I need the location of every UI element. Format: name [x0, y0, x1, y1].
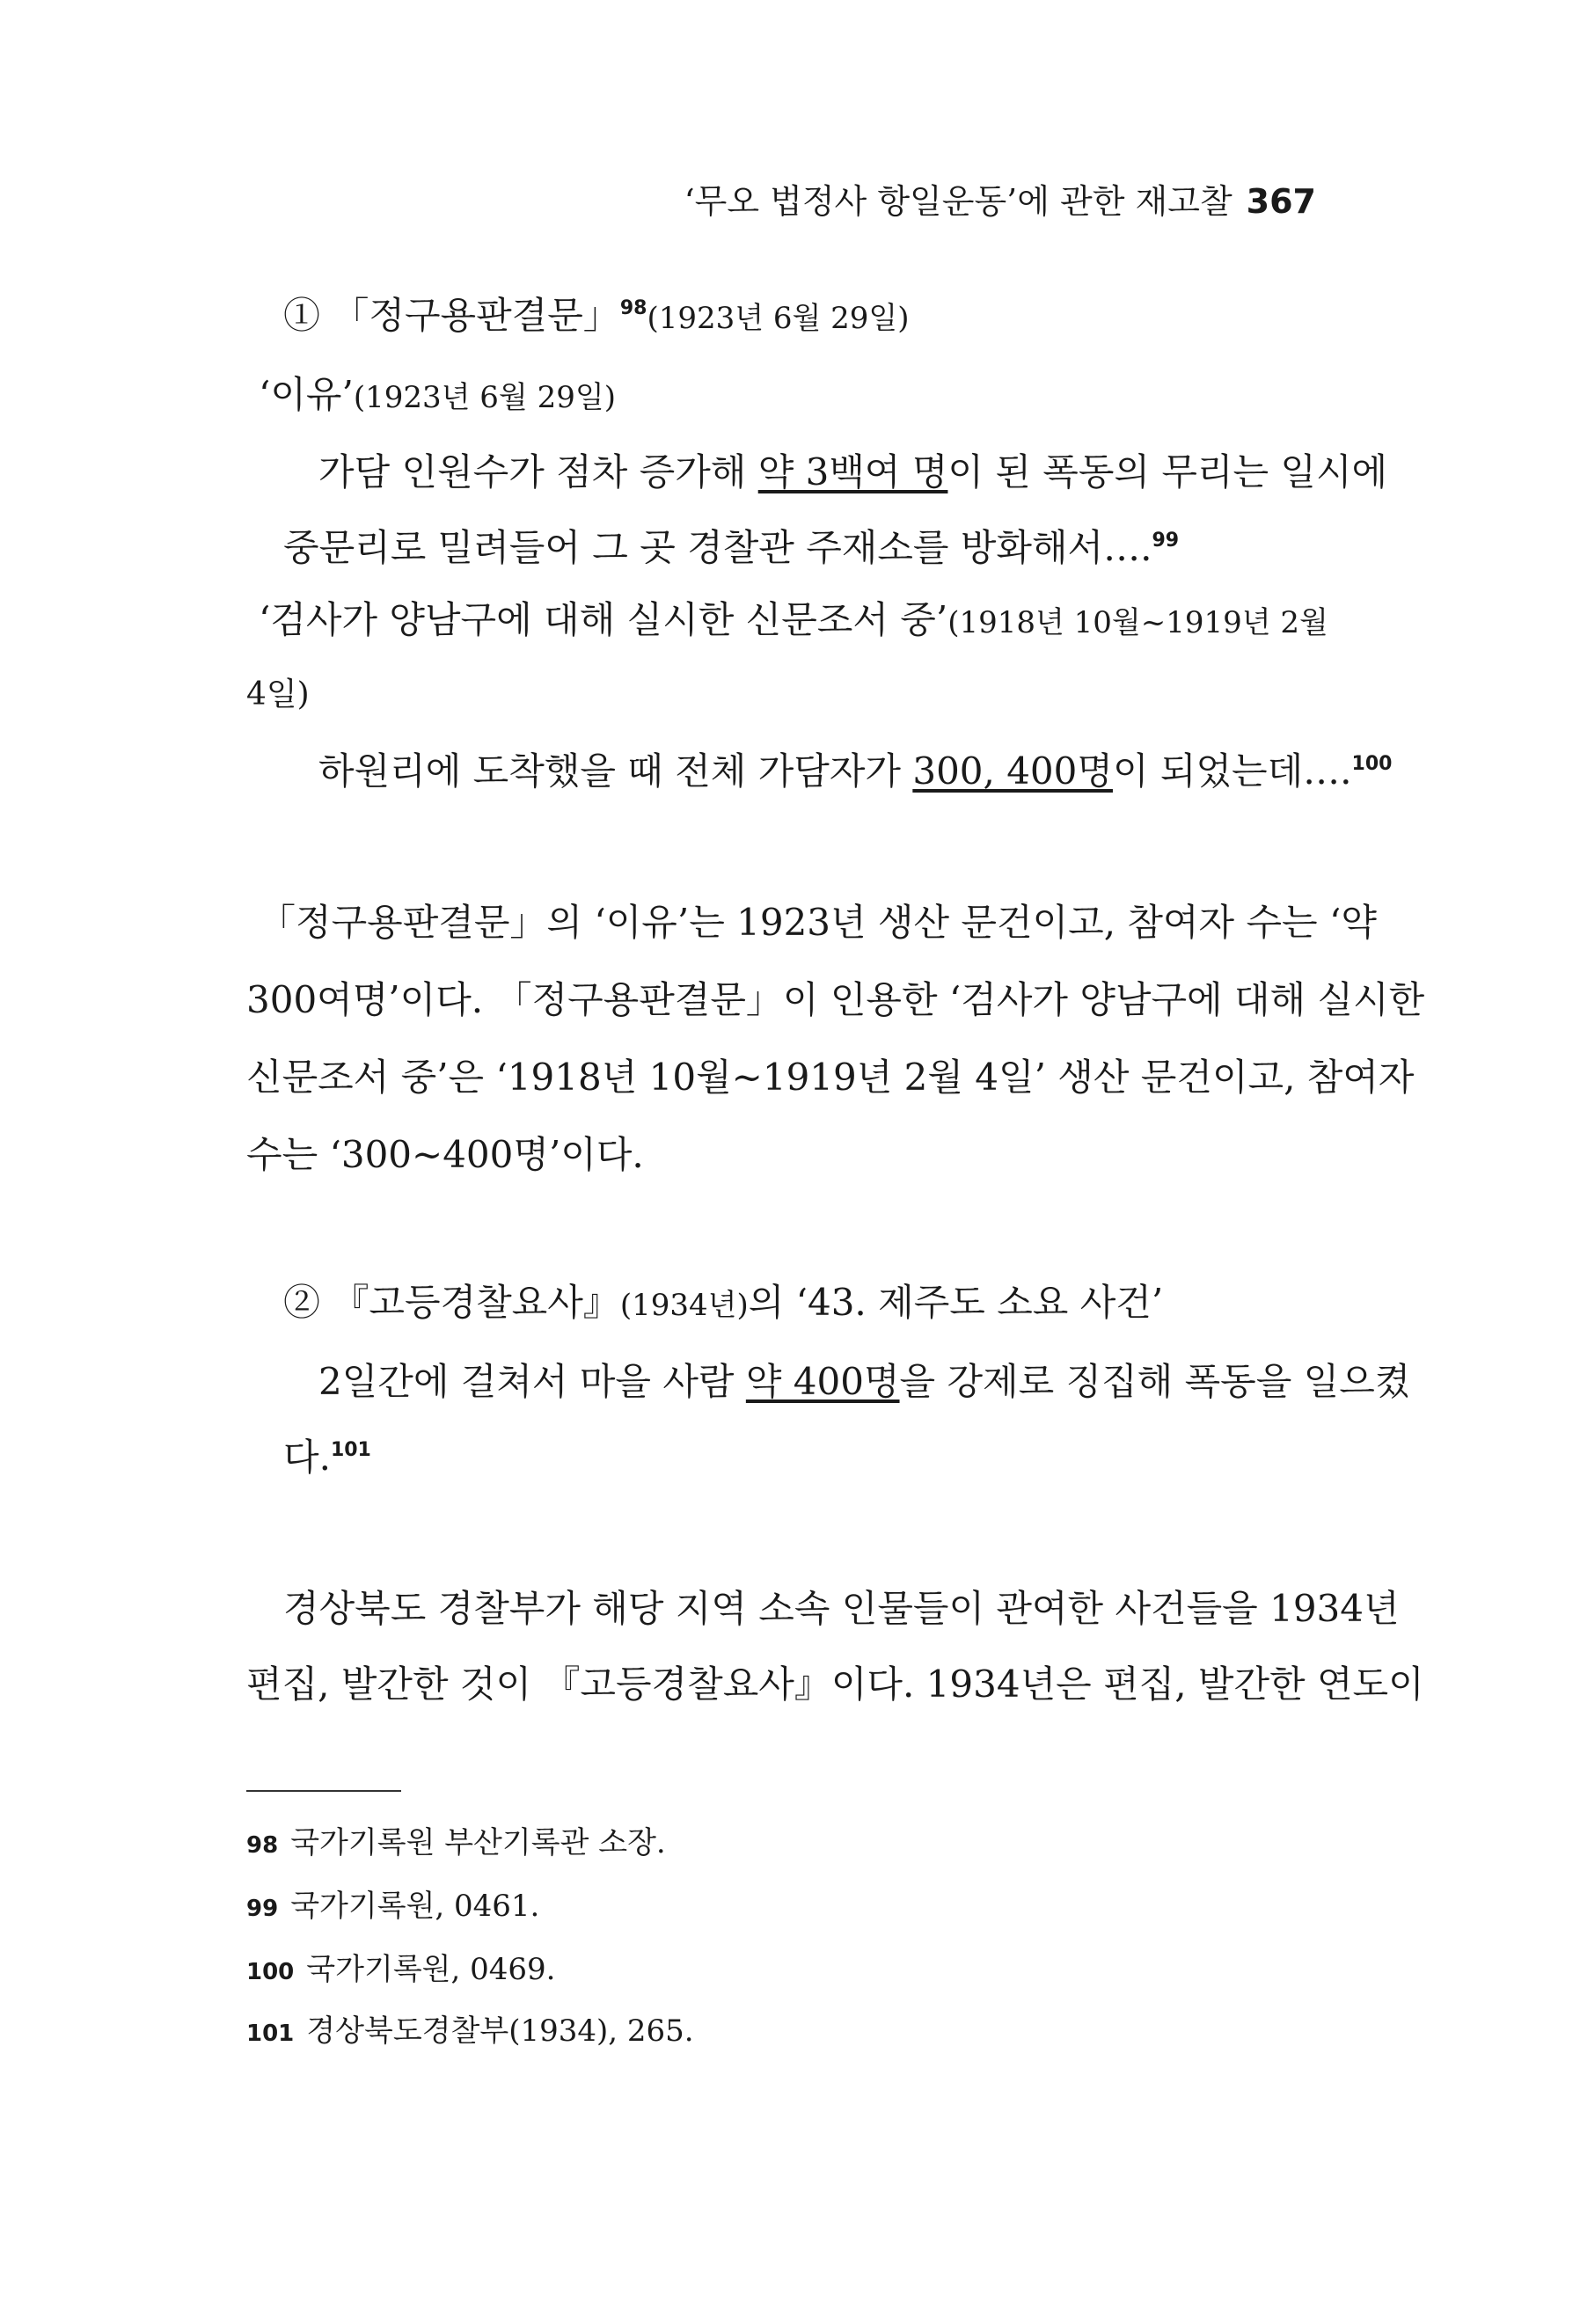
quote-text: 중문리로 밀려들어 그 곳 경찰관 주재소를 방화해서….	[283, 526, 1152, 569]
item-mark: ①	[283, 294, 321, 337]
quote-text: 하원리에 도착했을 때 전체 가담자가	[318, 749, 913, 793]
underlined-count: 약 3백여 명	[757, 450, 948, 493]
quote-line	[318, 749, 1393, 793]
reason-heading	[259, 373, 616, 416]
running-header	[684, 174, 1316, 223]
footnote-ref: 99	[1152, 530, 1180, 552]
source-heading-1	[283, 294, 910, 337]
footnote-ref: 101	[330, 1439, 371, 1461]
footnote-number: 99	[246, 1896, 279, 1922]
footnote-number: 101	[246, 2021, 295, 2047]
body-line: 경상북도 경찰부가 해당 지역 소속 인물들이 관여한 사건들을 1934년	[283, 1587, 1400, 1630]
footnote	[246, 1889, 540, 1924]
quote-line	[283, 526, 1180, 569]
reason-label: ‘이유’	[259, 373, 354, 416]
quote-text: 가담 인원수가 점차 증가해	[318, 450, 758, 493]
source-date: (1923년 6월 29일)	[647, 301, 910, 336]
body-line: 300여명’이다. 「정구용판결문」이 인용한 ‘검사가 양남구에 대해 실시한	[246, 978, 1425, 1021]
body-line: 편집, 발간한 것이 『고등경찰요사』이다. 1934년은 편집, 발간한 연도이	[246, 1663, 1424, 1706]
reason-date: (1923년 6월 29일)	[353, 380, 616, 415]
source-title: 『고등경찰요사』	[332, 1281, 620, 1324]
footnote-number: 100	[246, 1959, 295, 1985]
footnote-text: 국가기록원, 0461.	[290, 1889, 540, 1924]
quote-text: 다.	[283, 1436, 331, 1479]
footnote-text: 국가기록원, 0469.	[306, 1952, 556, 1987]
quote-text: 을 강제로 징집해 폭동을 일으켰	[899, 1360, 1411, 1403]
footnote-text: 경상북도경찰부(1934), 265.	[306, 2013, 694, 2049]
quote-line	[283, 1436, 371, 1479]
item-mark: ②	[283, 1281, 321, 1324]
source-heading-3	[283, 1281, 1164, 1324]
source-heading-2	[259, 598, 1328, 641]
source-date: (1918년 10월~1919년 2월	[947, 605, 1328, 640]
body-line: 「정구용판결문」의 ‘이유’는 1923년 생산 문건이고, 참여자 수는 ‘약	[259, 901, 1377, 944]
footnote-number: 98	[246, 1832, 279, 1859]
footnote-ref: 98	[619, 297, 647, 319]
underlined-count: 300, 400명	[912, 749, 1113, 793]
quote-text: 이 된 폭동의 무리는 일시에	[947, 450, 1388, 493]
footnote-divider	[246, 1790, 401, 1792]
footnote	[246, 2013, 694, 2049]
quote-text: 2일간에 걸쳐서 마을 사람	[318, 1360, 746, 1403]
source-title: 「정구용판결문」	[332, 294, 620, 337]
footnote	[246, 1825, 666, 1860]
quote-text: 이 되었는데….	[1112, 749, 1352, 793]
body-line: 수는 ‘300~400명’이다.	[246, 1133, 644, 1176]
body-line: 신문조서 중’은 ‘1918년 10월~1919년 2월 4일’ 생산 문건이고, 참여자	[246, 1056, 1415, 1099]
source-label: ‘검사가 양남구에 대해 실시한 신문조서 중’	[259, 598, 948, 641]
underlined-count: 약 400명	[745, 1360, 900, 1403]
footnote-text: 국가기록원 부산기록관 소장.	[290, 1825, 666, 1860]
running-title: ‘무오 법정사 항일운동’에 관한 재고찰	[684, 182, 1233, 221]
source-date-continued: 4일)	[246, 676, 310, 713]
quote-line	[318, 1360, 1411, 1403]
quote-line	[318, 450, 1388, 493]
footnote-ref: 100	[1351, 753, 1393, 775]
footnote	[246, 1952, 556, 1987]
source-section: 의 ‘43. 제주도 소요 사건’	[748, 1281, 1164, 1324]
source-year: (1934년)	[619, 1288, 749, 1323]
page-number: 367	[1246, 182, 1316, 221]
